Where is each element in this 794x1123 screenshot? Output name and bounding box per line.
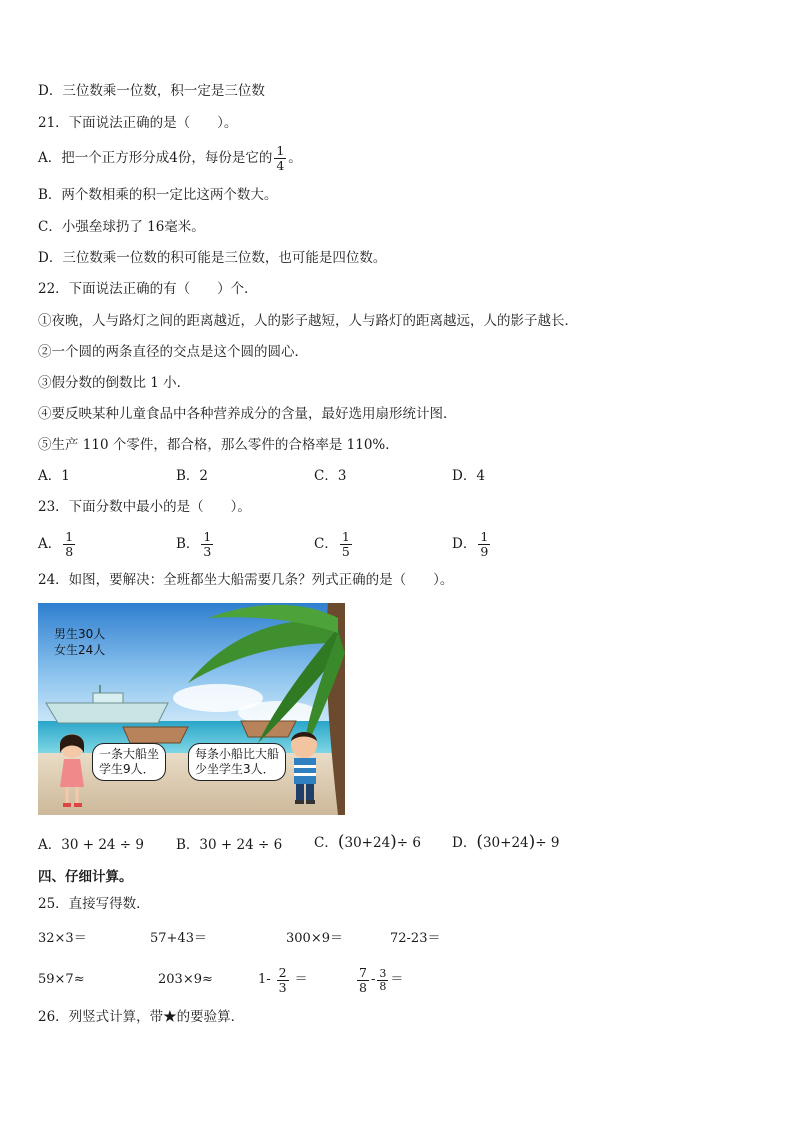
bubble-line: 每条小船比大船: [195, 747, 280, 761]
close-paren: ): [390, 832, 397, 852]
calc-item: 57+43＝: [150, 931, 207, 946]
expression-tail: ÷ 9: [535, 835, 560, 851]
section-heading: 四、仔细计算。: [38, 869, 133, 885]
calc-item: 203×9≈: [158, 972, 213, 987]
fraction-denominator: 3: [278, 979, 287, 995]
fraction-denominator: 8: [65, 543, 74, 559]
q22-statement-5: ⑤生产 110 个零件，都合格，那么零件的合格率是 110%．: [38, 437, 399, 453]
calc-item: 300×9＝: [286, 931, 343, 946]
option-fraction: [340, 530, 352, 559]
option-fraction: [63, 530, 75, 559]
q22-statement-4: ④要反映某种儿童食品中各种营养成分的含量，最好选用扇形统计图．: [38, 406, 457, 422]
expression: 30+24: [482, 835, 529, 851]
q22-option-c: C．3: [314, 468, 347, 484]
q23-option-c: [314, 526, 354, 562]
calc-item-fraction: [258, 961, 308, 999]
q23-option-d: [452, 526, 492, 562]
q22-statement-3: ③假分数的倒数比 1 小．: [38, 375, 191, 391]
open-paren: (: [476, 832, 483, 852]
boys-count-label: 男生30人: [54, 627, 106, 641]
q21-option-a: [38, 144, 302, 172]
q22-statement-2: ②一个圆的两条直径的交点是这个圆的圆心．: [38, 344, 308, 360]
q25-stem: 25．直接写得数．: [38, 896, 150, 912]
q22-stem: 22．下面说法正确的有（ ）个．: [38, 281, 258, 297]
calc-equals: ＝: [390, 972, 404, 987]
q24-option-a: A．30 + 24 ÷ 9: [38, 837, 144, 853]
q21-a-text: A．把一个正方形分成4份，每份是它的: [38, 150, 273, 166]
q21-stem: 21．下面说法正确的是（ ）。: [38, 115, 238, 131]
fraction-numerator: 1: [480, 528, 489, 544]
bubble-line: 学生9人．: [99, 762, 155, 776]
bubble-line: 少坐学生3人．: [195, 762, 275, 776]
calc-fraction: [357, 966, 369, 995]
fraction-numerator: 2: [278, 964, 287, 980]
q24-option-b: B．30 + 24 ÷ 6: [176, 837, 283, 853]
calc-item: 72-23＝: [390, 931, 441, 946]
q21-option-b: B．两个数相乘的积一定比这两个数大。: [38, 187, 278, 203]
q22-option-d: D．4: [452, 468, 485, 484]
fraction-numerator: 3: [379, 966, 387, 980]
option-fraction: [201, 530, 213, 559]
q21-a-end: 。: [288, 150, 302, 166]
fraction-numerator: 1: [65, 528, 74, 544]
option-label: C．: [314, 536, 338, 552]
small-boat: [123, 727, 188, 743]
fraction-denominator: 8: [379, 979, 387, 993]
prev-option-d: D．三位数乘一位数，积一定是三位数: [38, 83, 265, 99]
calc-item: 32×3＝: [38, 931, 87, 946]
fraction-numerator: 1: [341, 528, 350, 544]
q22-option-a: A．1: [38, 468, 70, 484]
girls-count-label: 女生24人: [54, 643, 106, 657]
option-label: D．: [452, 536, 477, 552]
option-label: A．: [38, 536, 62, 552]
q21-option-c: C．小强垒球扔了 16毫米。: [38, 219, 205, 235]
q26-stem: 26．列竖式计算，带★的要验算．: [38, 1009, 245, 1025]
expression-tail: ÷ 6: [396, 835, 421, 851]
fraction-denominator: 5: [341, 543, 350, 559]
q21-option-d: D．三位数乘一位数的积可能是三位数，也可能是四位数。: [38, 250, 387, 266]
calc-item: 59×7≈: [38, 972, 85, 987]
calc-equals: ＝: [294, 972, 308, 987]
calc-fraction: [277, 966, 289, 995]
girl-speech-bubble: [92, 743, 166, 781]
close-paren: ): [528, 832, 536, 852]
option-label: C．: [314, 835, 338, 851]
fraction-denominator: 4: [276, 157, 285, 173]
fraction-numerator: 1: [276, 142, 285, 158]
q24-option-d: [452, 833, 559, 852]
q24-option-c: [314, 833, 421, 852]
q24-stem: 24．如图，要解决：全班都坐大船需要几条？列式正确的是（ ）。: [38, 572, 454, 588]
calc-operator: -: [370, 972, 376, 987]
fraction-numerator: 1: [203, 528, 212, 544]
q22-option-b: B．2: [176, 468, 209, 484]
q24-illustration: [38, 603, 345, 815]
open-paren: (: [337, 832, 345, 852]
calc-prefix: 1-: [258, 972, 271, 987]
option-label: B．: [176, 536, 200, 552]
q23-stem: 23．下面分数中最小的是（ ）。: [38, 499, 251, 515]
fraction-denominator: 8: [359, 979, 367, 995]
boy-speech-bubble: [188, 743, 286, 781]
fraction-denominator: 3: [203, 543, 212, 559]
option-fraction: [478, 530, 490, 559]
option-label: D．: [452, 835, 477, 851]
expression: 30+24: [344, 835, 391, 851]
calc-item-fraction: [355, 961, 403, 999]
q23-option-b: [176, 526, 215, 562]
fraction-denominator: 9: [480, 543, 489, 559]
q22-statement-1: ①夜晚，人与路灯之间的距离越近，人的影子越短，人与路灯的距离越远，人的影子越长．: [38, 313, 578, 329]
calc-fraction: [377, 968, 388, 993]
q21-a-fraction: [274, 144, 286, 173]
bubble-line: 一条大船坐: [99, 747, 160, 761]
q23-option-a: [38, 526, 77, 562]
fraction-numerator: 7: [359, 964, 367, 980]
